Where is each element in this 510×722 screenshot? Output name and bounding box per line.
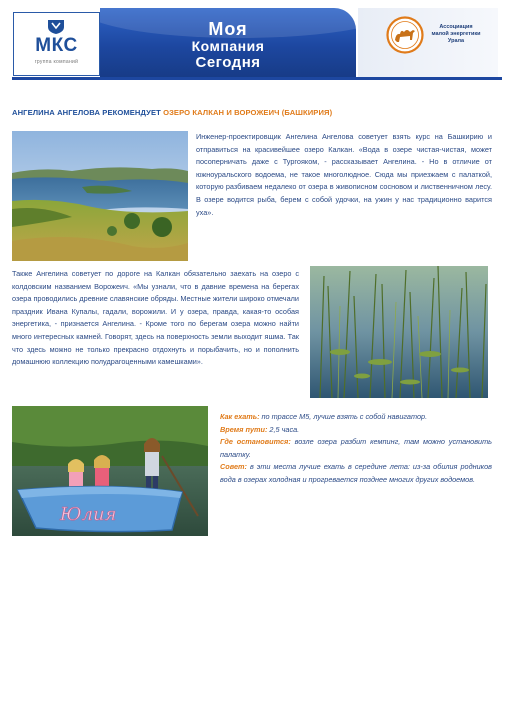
paragraph-2: Также Ангелина советует по дороге на Калкан обязательно заехать на озеро с колдовским названием Ворожеич. «Мы узнали, что в давние времена на берегах озера проводились древние славянские обряды. Местные жители широко отмечали праздник Ивана Купалы, гадали, ворожили. И у озера, правда, какая-то особая энергетика, - признается Ангелина. - Кроме того по берегам озера можно найти много интересных камней. Говорят, здесь на поверхность земли выходит яшма. Так что здесь можно не только прекрасно отдохнуть и порыбачить, но и пополнить домашнюю коллекцию полудрагоценными камешками». [12,269,299,367]
time-label: Время пути: [220,424,268,434]
paragraph-1: Инженер-проектировщик Ангелина Ангелова советует взять курс на Башкирию и отправиться на красивейшее озеро Калкан. «Вода в озере чистая-чистая, может посоперничать даже с Тургояком, - рассказывает Ангелина. - Но в отличие от южноуральского водоема, не такое многолюдное. Сюда мы приезжаем с палаткой, которую разбиваем недалеко от озера в живописном сосновом и лиственничном лесу. В озере водится рыба, берем с собой удочки, на ужин у нас традиционно варится уха». [196,132,492,217]
magazine-banner [100,8,356,78]
article-title [12,108,502,117]
stay-label: Где остановится: [220,437,291,447]
header-divider [12,77,502,80]
logo-subtitle: группа компаний [34,59,79,65]
banner-title-line1: Моя [208,19,248,39]
travel-info [220,411,492,487]
lake-vorozheich-reeds-photo [310,266,488,398]
title-highlight: ОЗЕРО КАЛКАН И ВОРОЖЕИЧ (БАШКИРИЯ) [163,108,333,117]
boat-name: Юлия [60,504,117,525]
travel-time [220,424,492,437]
association-name: Ассоциация малой энергетики Урала [431,24,481,44]
mks-logo [13,12,100,76]
banner-title-line2: Компания [191,38,265,54]
camel-logo-icon [386,16,424,54]
logo-text: МКС [35,35,78,56]
shield-icon [47,19,65,35]
where-to-stay [220,436,492,461]
lake-kalkan-photo [12,131,188,261]
how-label: Как ехать: [220,412,260,421]
tip-text: в эти места лучше ехать в середине лета: из-за обилия родников вода в озерах холодная и прогревается позднее многих других водоемов. [220,462,492,484]
stay-text: возле озера разбит кемпинг, там можно установить палатку. [220,437,492,459]
how-to-get [220,411,492,424]
banner-title-line3: Сегодня [195,54,261,71]
tip-label: Совет: [220,462,247,472]
advice [220,461,492,486]
time-text: 2,5 часа. [267,424,300,434]
title-prefix: АНГЕЛИНА АНГЕЛОВА РЕКОМЕНДУЕТ [12,108,164,117]
girls-in-boat-photo [12,406,208,536]
how-text: по трассе М5, лучше взять с собой навигатор. [259,412,428,421]
